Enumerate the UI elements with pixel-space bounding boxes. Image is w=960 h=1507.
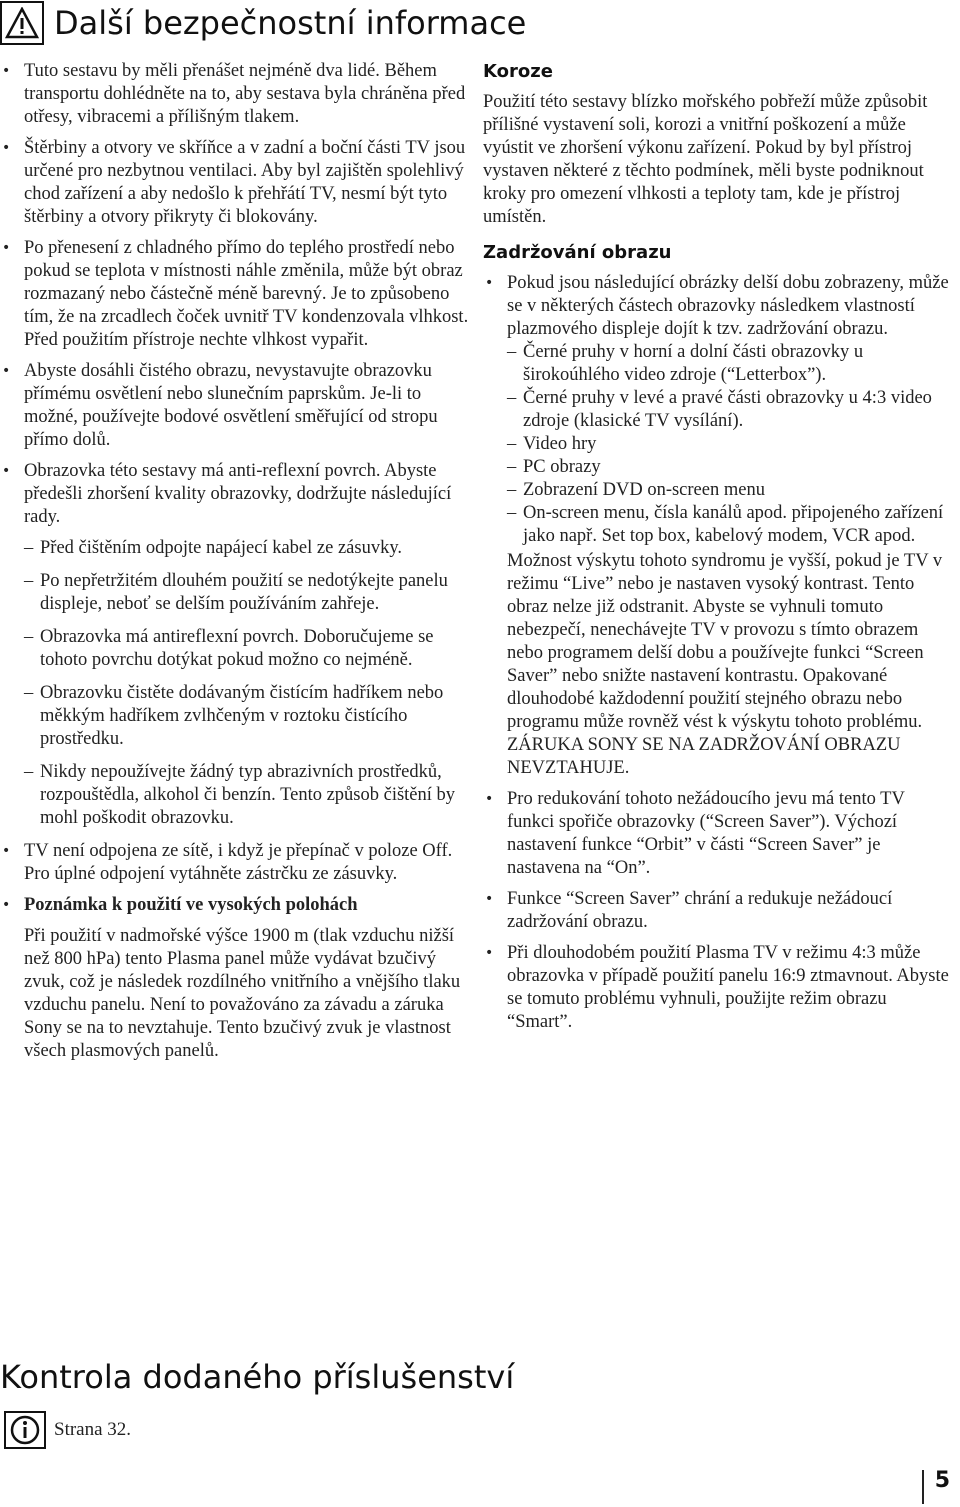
sub-item: – Po nepřetržitém dlouhém použití se nedotýkejte panelu displeje, neboť se delším používáním zahřeje. — [24, 570, 470, 616]
note-text: Při použití v nadmořské výšce 1900 m (tlak vzduchu nižší než 800 hPa) tento Plasma panel může vydávat bzučivý zvuk, což je následek rozdílného vnitřního a vnějšího tlaku vzduchu panelu. Není to považováno za závadu a záruka Sony se na to nevztahuje. Tento bzučivý zvuk je vlastnost všech plasmových panelů. — [24, 926, 461, 1061]
sub-item: – Před čištěním odpojte napájecí kabel ze zásuvky. — [24, 537, 470, 560]
list-item: • Po přenesení z chladného přímo do teplého prostředí nebo pokud se teplota v místnosti náhle změnila, může být obraz rozmazaný nebo částečně méně barevný. Je to způsobeno tím, že na zrcadlech čoček uvnitř TV kondenzovala vlhkost. Před použitím přístroje nechte vlhkost vypařit. — [0, 237, 470, 352]
list-item — [0, 460, 470, 830]
warning-icon — [0, 1, 44, 45]
sub-item: – Zobrazení DVD on-screen menu — [507, 479, 953, 502]
paragraph: Použití této sestavy blízko mořského pobřeží může způsobit přílišné vystavení soli, korozi a vnitřní poškození a může vyústit ve zhoršení výkonu zařízení. Pokud by byl přístroj vystaven některé z těchto podmínek, měli byste podniknout kroky pro omezení vlhkosti a teploty tam, kde je přístroj umístěn. — [483, 92, 928, 227]
section-heading — [0, 0, 526, 46]
list-item: • Při dlouhodobém použití Plasma TV v režimu 4:3 může obrazovka v případě použití panelu 16:9 ztmavnout. Abyste se tomuto problému vyhnuli, použijte režim obrazu “Smart”. — [483, 942, 953, 1034]
sub-item: – Černé pruhy v horní a dolní části obrazovky u širokoúhlého video zdroje (“Letterbox”). — [507, 341, 953, 387]
list-item: • Abyste dosáhli čistého obrazu, nevystavujte obrazovku přímému osvětlení nebo slunečním paprskům. Je-li to možné, používejte bodové osvětlení směřující od stropu přímo dolů. — [0, 360, 470, 452]
page-number-divider — [922, 1470, 924, 1504]
right-column — [483, 60, 953, 1042]
list-item: • Funkce “Screen Saver” chrání a redukuje nežádoucí zadržování obrazu. — [483, 888, 953, 934]
list-item: • Štěrbiny a otvory ve skříňce a v zadní a boční části TV jsou určené pro nezbytnou ventilaci. Aby byl zajištěn spolehlivý chod zařízení a aby nedošlo k přehřátí TV, nesmí být tyto štěrbiny a otvory přikryty či blokovány. — [0, 137, 470, 229]
sub-item: – PC obrazy — [507, 456, 953, 479]
page-number: 5 — [934, 1468, 950, 1493]
sub-item: – On-screen menu, čísla kanálů apod. připojeného zařízení jako např. Set top box, kabelový modem, VCR apod. — [507, 502, 953, 548]
sub-item: – Nikdy nepoužívejte žádný typ abrazivních prostředků, rozpouštědla, alkohol či benzín. Tento způsob čištění by mohl poškodit obrazovku. — [24, 761, 470, 830]
paragraph: Možnost výskytu tohoto syndromu je vyšší, pokud je TV v režimu “Live” nebo je nastaven vysoký kontrast. Tento obraz nelze již odstranit. Abyste se vyhnuli tomuto nebezpečí, nenechávejte TV v provozu s tímto obrazem nebo programem delší dobu a používejte funkci “Screen Saver” nebo snižte nastavení kontrastu. Opakované dlouhodobé každodenní použití stejného obrazu nebo programu může rovněž vést k výskytu tohoto problému. ZÁRUKA SONY SE NA ZADRŽOVÁNÍ OBRAZU NEVZTAHUJE. — [507, 551, 943, 778]
list-item: • TV není odpojena ze sítě, i když je přepínač v poloze Off. Pro úplné odpojení vytáhněte zástrčku ze zásuvky. — [0, 840, 470, 886]
info-icon — [4, 1411, 46, 1449]
page-title: Další bezpečnostní informace — [54, 4, 527, 42]
list-item: • Tuto sestavu by měli přenášet nejméně dva lidé. Během transportu dohlédněte na to, aby sestava byla chráněna před otřesy, vibracemi a přílišným tlakem. — [0, 60, 470, 129]
list-item-text: Pokud jsou následující obrázky delší dobu zobrazeny, může se v některých částech obrazovky následkem vlastností plazmového displeje dojít k tzv. zadržování obrazu. — [507, 273, 949, 339]
sub-item: – Video hry — [507, 433, 953, 456]
section-subheading: Zadržování obrazu — [483, 242, 672, 263]
left-column — [0, 60, 470, 1071]
list-item — [483, 272, 953, 780]
section-subheading: Koroze — [483, 61, 553, 82]
sub-item: – Obrazovka má antireflexní povrch. Doboručujeme se tohoto povrchu dotýkat pokud možno co nejméně. — [24, 626, 470, 672]
sub-item: – Černé pruhy v levé a pravé části obrazovky u 4:3 video zdroje (klasické TV vysílání). — [507, 387, 953, 433]
sub-item: – Obrazovku čistěte dodávaným čistícím hadříkem nebo měkkým hadříkem zvlhčeným v roztoku čistícího prostředku. — [24, 682, 470, 751]
list-item: • Pro redukování tohoto nežádoucího jevu má tento TV funkci spořiče obrazovky (“Screen Saver”). Výchozí nastavení funkce “Orbit” v části “Screen Saver” je nastavena na “On”. — [483, 788, 953, 880]
list-item-text: Obrazovka této sestavy má anti-reflexní povrch. Abyste předešli zhoršení kvality obrazovky, dodržujte následující rady. — [24, 461, 452, 527]
reference-text: Strana 32. — [54, 1419, 132, 1440]
list-item — [0, 894, 470, 1063]
note-title: • Poznámka k použití ve vysokých polohách — [24, 895, 358, 915]
page-reference — [4, 1411, 131, 1449]
section-title: Kontrola dodaného příslušenství — [0, 1358, 515, 1396]
